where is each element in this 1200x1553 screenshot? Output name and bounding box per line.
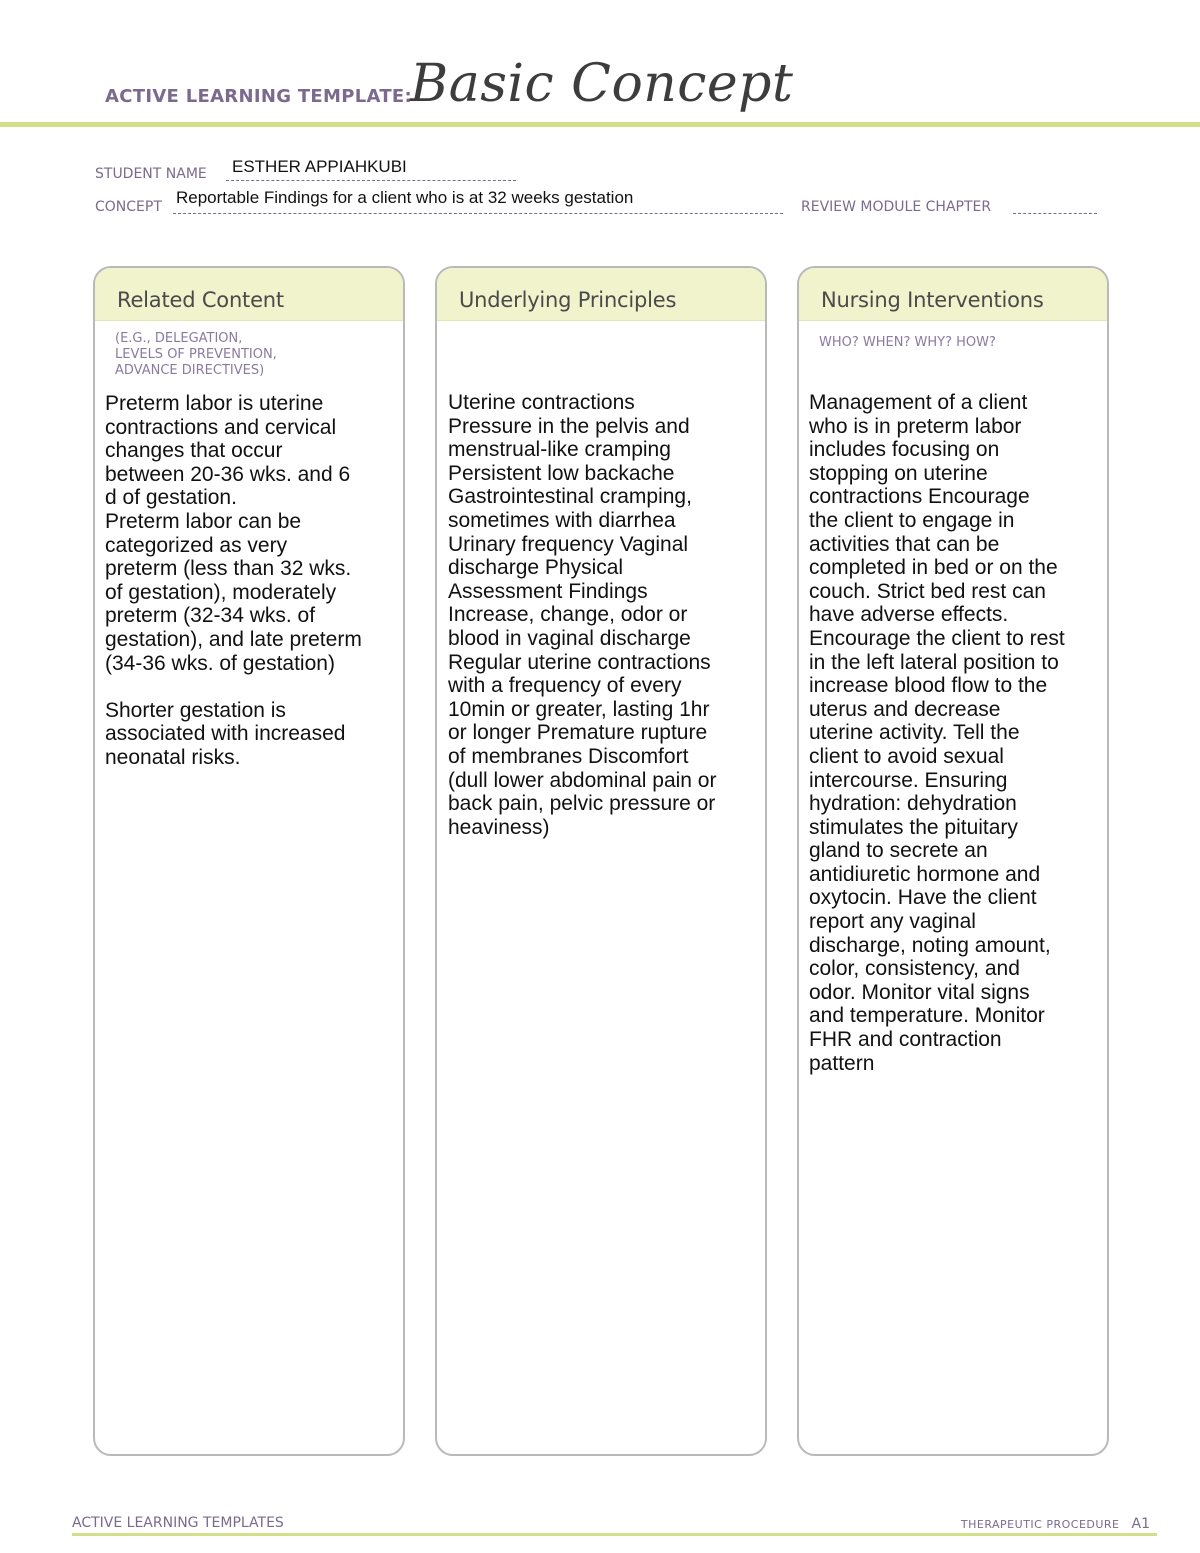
related-content-heading: Related Content <box>95 268 403 321</box>
student-name-field[interactable]: ESTHER APPIAHKUBI <box>232 157 407 176</box>
concept-label: CONCEPT <box>95 199 162 215</box>
related-content-text[interactable]: Preterm labor is uterine contractions and cervical changes that occur between 20-36 wks. and 6 d of gestation. Preterm labor can be categorized as very preterm (less than 32 wks. of gestation), moderately preterm (32-34 wks. of gestation), and late preterm (34-36 wks. of gestation) Shorter gestation is associated with increased neonatal risks. <box>105 392 362 769</box>
underlying-principles-panel <box>435 266 767 1456</box>
related-content-hint: (E.G., DELEGATION, LEVELS OF PREVENTION, ADVANCE DIRECTIVES) <box>115 331 277 378</box>
page-number: A1 <box>1131 1516 1150 1532</box>
concept-field[interactable]: Reportable Findings for a client who is at 32 weeks gestation <box>176 188 634 207</box>
footer-section <box>961 1516 1150 1532</box>
related-content-panel <box>93 266 405 1456</box>
template-label: ACTIVE LEARNING TEMPLATE: <box>105 86 412 107</box>
footer-label: ACTIVE LEARNING TEMPLATES <box>72 1515 284 1531</box>
nursing-interventions-hint: WHO? WHEN? WHY? HOW? <box>819 335 996 350</box>
review-module-label: REVIEW MODULE CHAPTER <box>801 199 992 215</box>
underlying-principles-text[interactable]: Uterine contractions Pressure in the pelvis and menstrual-like cramping Persistent low backache Gastrointestinal cramping, sometimes with diarrhea Urinary frequency Vaginal discharge Physical Assessment Findings Increase, change, odor or blood in vaginal discharge Regular uterine contractions with a frequency of every 10min or greater, lasting 1hr or longer Premature rupture of membranes Discomfort (dull lower abdominal pain or back pain, pelvic pressure or heaviness) <box>448 391 717 839</box>
underlying-principles-heading: Underlying Principles <box>437 268 765 321</box>
review-module-line <box>1013 213 1097 214</box>
nursing-interventions-heading: Nursing Interventions <box>799 268 1107 321</box>
concept-line <box>173 213 783 214</box>
footer-divider <box>72 1533 1157 1536</box>
header-divider <box>0 122 1200 127</box>
nursing-interventions-text[interactable]: Management of a client who is in preterm labor includes focusing on stopping on uterine contractions Encourage the client to engage in activities that can be completed in bed or on the couch. Strict bed rest can have adverse effects. Encourage the client to rest in the left lateral position to increase blood flow to the uterus and decrease uterine activity. Tell the client to avoid sexual intercourse. Ensuring hydration: dehydration stimulates the pituitary gland to secrete an antidiuretic hormone and oxytocin. Have the client report any vaginal discharge, noting amount, color, consistency, and odor. Monitor vital signs and temperature. Monitor FHR and contraction pattern <box>809 391 1065 1075</box>
nursing-interventions-panel <box>797 266 1109 1456</box>
footer-section-label: THERAPEUTIC PROCEDURE <box>960 1518 1120 1531</box>
student-name-label: STUDENT NAME <box>95 166 207 182</box>
student-name-line <box>226 180 516 181</box>
page-title: Basic Concept <box>410 54 794 114</box>
